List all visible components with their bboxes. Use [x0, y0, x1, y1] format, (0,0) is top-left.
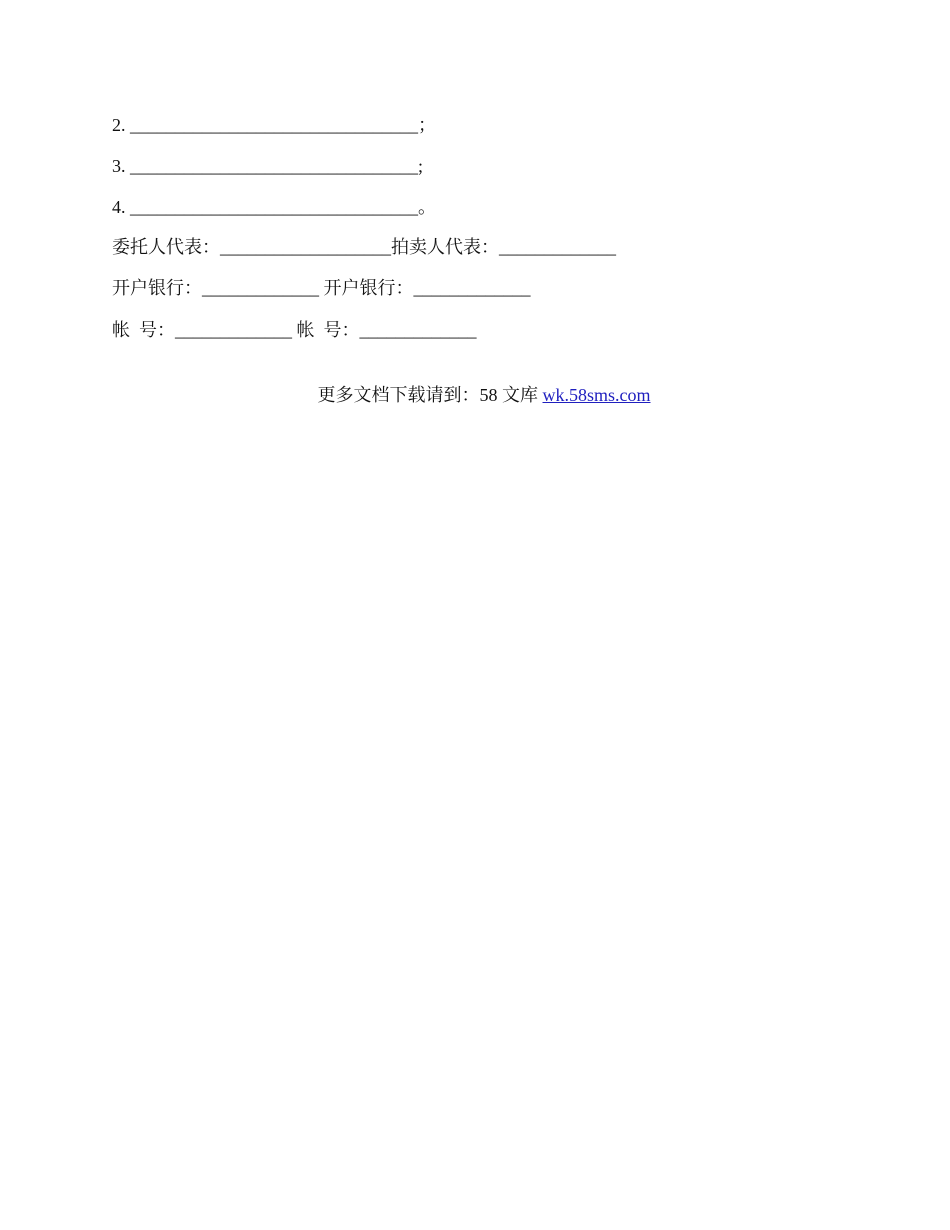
list-item-4: 4. ________________________________。 [112, 197, 436, 217]
footer-text: 更多文档下载请到：58 文库 [317, 385, 543, 405]
list-item-3: 3. ________________________________; [112, 156, 424, 176]
account-number-line: 帐 号：_____________ 帐 号：_____________ [112, 320, 477, 340]
representative-signature-line: 委托人代表：___________________拍卖人代表：_____________ [112, 237, 616, 257]
bank-line: 开户银行：_____________ 开户银行：_____________ [112, 278, 531, 298]
download-footer [0, 359, 950, 405]
footer-link[interactable]: wk.58sms.com [542, 385, 651, 405]
list-item-2: 2. ________________________________； [112, 115, 436, 135]
